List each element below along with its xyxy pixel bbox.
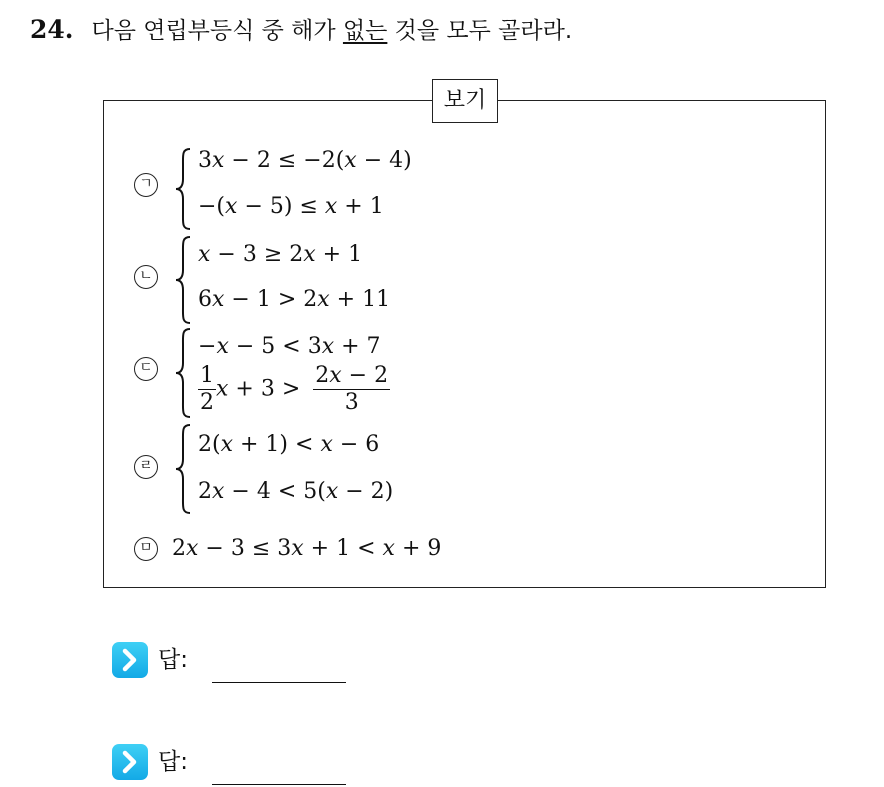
left-brace-icon [174,147,192,231]
left-brace-icon [174,327,192,419]
item-marker: ㅁ [134,537,158,561]
fraction [313,365,390,414]
chevron-right-icon [112,744,148,780]
left-brace-icon [174,235,192,325]
item-marker: ㄱ [134,173,158,197]
answer-blank[interactable] [212,784,346,785]
example-box-title: 보기 [432,79,498,123]
question-text-underlined: 없는 [342,18,388,44]
question-text [92,18,573,44]
inequality-line: −x − 5 < 3x + 7 [198,334,381,359]
fraction-numerator: 2x − 2 [315,363,389,388]
item-marker: ㄴ [134,265,158,289]
left-brace-icon [174,423,192,515]
question [30,12,572,49]
item-marker: ㄷ [134,357,158,381]
fraction-inequality-line [198,365,390,414]
fraction [198,365,216,414]
question-text-before: 다음 연립부등식 중 해가 [91,18,343,44]
inequality-line: 2x − 4 < 5(x − 2) [198,479,394,504]
answer-blank[interactable] [212,682,346,683]
inequality-line: 2(x + 1) < x − 6 [198,432,380,457]
item-marker: ㄹ [134,455,158,479]
answer-label: 답: [158,749,188,775]
inequality-line: 6x − 1 > 2x + 11 [198,287,391,312]
question-text-after: 것을 모두 골라라. [387,18,573,44]
example-box [103,88,826,588]
fraction-denominator: 3 [344,390,359,415]
chevron-right-icon [112,642,148,678]
inequality-line: 3x − 2 ≤ −2(x − 4) [198,148,412,173]
fraction-denominator: 2 [200,390,214,415]
inequality-line: x − 3 ≥ 2x + 1 [198,242,363,267]
question-number: 24. [30,15,74,44]
fraction-middle-text: x + 3 > [216,376,301,402]
fraction-numerator: 1 [200,363,214,388]
inequality-line: −(x − 5) ≤ x + 1 [198,194,384,219]
inequality-line: 2x − 3 ≤ 3x + 1 < x + 9 [172,536,442,561]
answer-label: 답: [158,647,188,673]
